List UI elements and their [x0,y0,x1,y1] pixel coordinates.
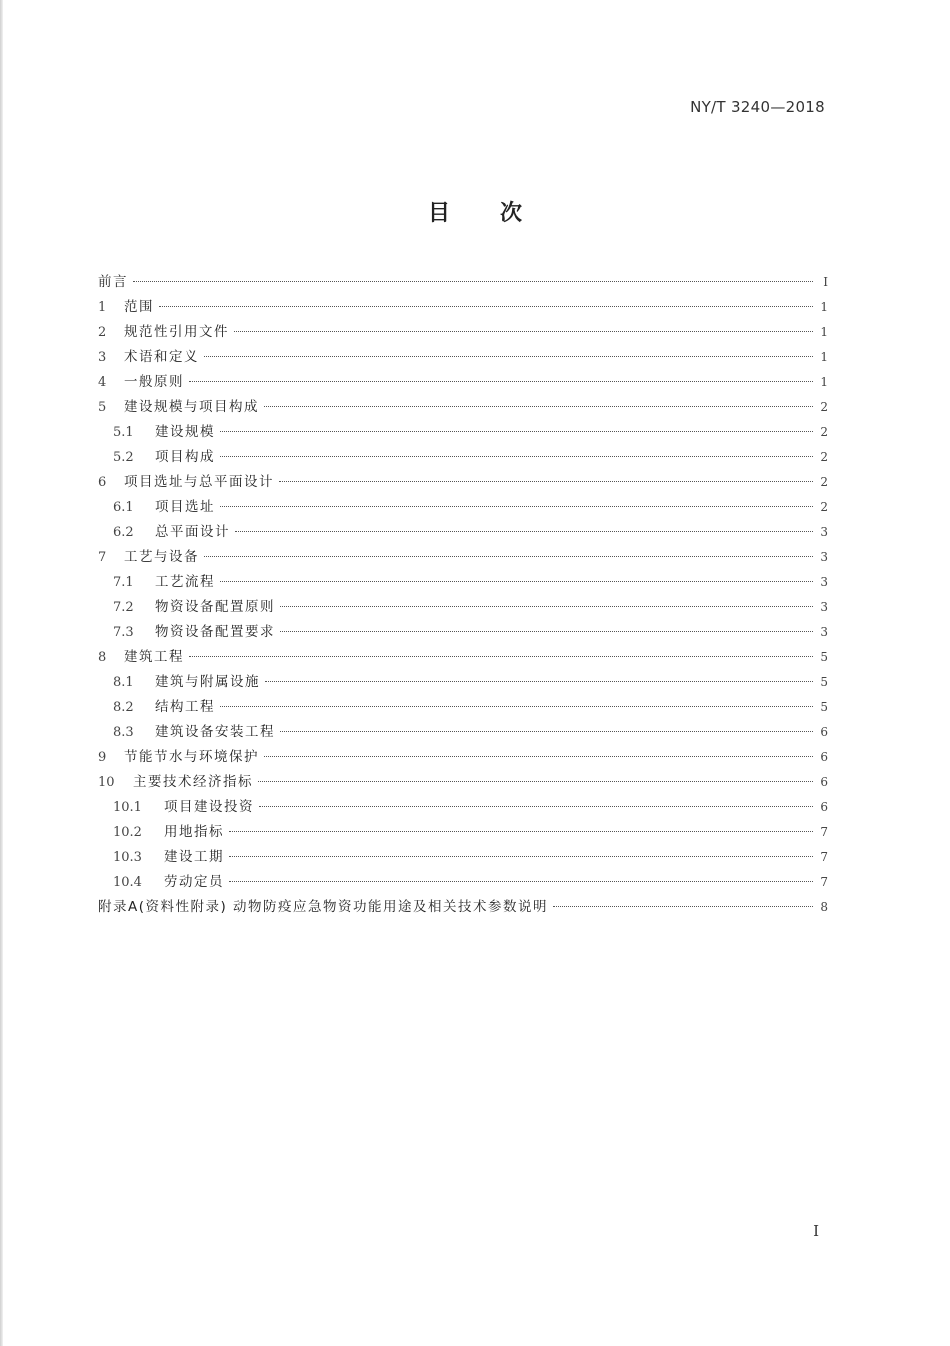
toc-entry-number: 8.2 [113,700,134,715]
toc-entry-number: 9 [98,750,107,765]
dot-leader [220,456,813,457]
dot-leader [280,631,813,632]
dot-leader [229,856,813,857]
toc-entry-page: 6 [820,775,828,789]
dot-leader [229,831,813,832]
dot-leader [204,556,813,557]
dot-leader [280,606,813,607]
toc-entry-page: 5 [820,700,828,714]
toc-entry-page: 2 [820,450,828,464]
dot-leader [204,356,813,357]
dot-leader [220,581,813,582]
toc-entry-title: 工艺与设备 [124,549,199,565]
toc-entry-title: 一般原则 [124,374,184,390]
toc-entry-title: 建设规模与项目构成 [124,399,259,415]
toc-entry-title: 建筑设备安装工程 [155,724,275,740]
toc-entry-page: 3 [820,525,828,539]
toc-entry-title: 物资设备配置要求 [155,624,275,640]
dot-leader [220,431,813,432]
toc-entry[interactable] [98,445,828,470]
toc-entry-page: 1 [820,325,828,339]
toc-entry-number: 5 [98,400,107,415]
table-of-contents [98,270,828,920]
dot-leader [235,531,813,532]
toc-entry-number: 10.2 [113,825,142,840]
dot-leader [259,806,813,807]
dot-leader [234,331,813,332]
dot-leader [159,306,813,307]
toc-entry[interactable] [98,870,828,895]
toc-entry-page: I [823,275,828,289]
page-number: I [813,1222,819,1240]
toc-entry-number: 8.3 [113,725,134,740]
toc-entry-number: 10.3 [113,850,142,865]
toc-entry-page: 3 [820,625,828,639]
toc-entry-number: 10.1 [113,800,142,815]
dot-leader [220,506,813,507]
toc-entry[interactable] [98,270,828,295]
toc-entry-number: 10 [98,775,115,790]
toc-entry[interactable] [98,820,828,845]
dot-leader [264,406,813,407]
toc-entry-title: 项目选址 [155,499,215,515]
toc-entry-page: 6 [820,800,828,814]
toc-entry[interactable] [98,370,828,395]
toc-entry-number: 6 [98,475,107,490]
document-code: NY/T 3240—2018 [690,98,825,116]
toc-entry-page: 3 [820,600,828,614]
toc-entry[interactable] [98,620,828,645]
toc-entry-page: 3 [820,550,828,564]
toc-entry-title: 总平面设计 [155,524,230,540]
toc-entry-number: 7.2 [113,600,134,615]
dot-leader [258,781,813,782]
toc-entry-number: 6.1 [113,500,134,515]
toc-entry-page: 6 [820,725,828,739]
toc-entry-number: 7 [98,550,107,565]
toc-entry[interactable] [98,695,828,720]
toc-entry[interactable] [98,320,828,345]
page-title: 目次 [427,201,572,226]
toc-entry-title: 附录A(资料性附录) 动物防疫应急物资功能用途及相关技术参数说明 [98,899,549,915]
toc-entry-number: 5.1 [113,425,134,440]
dot-leader [229,881,813,882]
toc-entry-number: 8 [98,650,107,665]
toc-entry-number: 4 [98,375,107,390]
toc-entry-number: 7.1 [113,575,134,590]
toc-entry[interactable] [98,670,828,695]
toc-entry-title: 规范性引用文件 [124,324,229,340]
toc-entry-page: 1 [820,300,828,314]
toc-entry-page: 7 [820,850,828,864]
toc-entry-page: 6 [820,750,828,764]
toc-entry[interactable] [98,845,828,870]
toc-entry-number: 10.4 [113,875,142,890]
toc-entry-title: 项目构成 [155,449,215,465]
dot-leader [189,656,813,657]
toc-entry-number: 2 [98,325,107,340]
toc-entry-page: 2 [820,475,828,489]
toc-entry-number: 7.3 [113,625,134,640]
toc-entry-page: 1 [820,350,828,364]
toc-entry-title: 节能节水与环境保护 [124,749,259,765]
toc-entry-number: 8.1 [113,675,134,690]
toc-entry-page: 5 [820,675,828,689]
toc-entry[interactable] [98,345,828,370]
toc-entry[interactable] [98,795,828,820]
toc-entry-title: 工艺流程 [155,574,215,590]
toc-entry-title: 范围 [124,299,154,315]
toc-entry-title: 项目建设投资 [164,799,254,815]
dot-leader [265,681,813,682]
toc-entry-title: 建筑工程 [124,649,184,665]
toc-entry-page: 2 [820,425,828,439]
toc-entry-title: 术语和定义 [124,349,199,365]
toc-entry[interactable] [98,895,828,920]
toc-entry-number: 6.2 [113,525,134,540]
dot-leader [189,381,813,382]
toc-entry[interactable] [98,420,828,445]
toc-entry-title: 劳动定员 [164,874,224,890]
toc-entry-title: 前言 [98,274,128,290]
toc-entry-page: 7 [820,825,828,839]
dot-leader [280,731,813,732]
toc-entry-title: 用地指标 [164,824,224,840]
toc-entry-number: 1 [98,300,107,315]
toc-entry-title: 建设工期 [164,849,224,865]
toc-entry-number: 3 [98,350,107,365]
toc-entry-title: 物资设备配置原则 [155,599,275,615]
toc-entry[interactable] [98,645,828,670]
toc-entry-page: 2 [820,500,828,514]
toc-entry[interactable] [98,495,828,520]
toc-entry-page: 1 [820,375,828,389]
toc-entry-page: 8 [820,900,828,914]
toc-entry-page: 2 [820,400,828,414]
toc-entry[interactable] [98,770,828,795]
toc-entry[interactable] [98,470,828,495]
toc-entry-title: 建筑与附属设施 [155,674,260,690]
toc-entry[interactable] [98,720,828,745]
toc-entry-page: 7 [820,875,828,889]
toc-entry[interactable] [98,595,828,620]
toc-entry[interactable] [98,395,828,420]
dot-leader [553,906,813,907]
toc-entry-title: 建设规模 [155,424,215,440]
toc-entry-title: 项目选址与总平面设计 [124,474,274,490]
toc-entry-title: 主要技术经济指标 [133,774,253,790]
dot-leader [220,706,813,707]
toc-entry[interactable] [98,520,828,545]
toc-entry-title: 结构工程 [155,699,215,715]
dot-leader [279,481,813,482]
toc-entry-page: 5 [820,650,828,664]
toc-entry-number: 5.2 [113,450,134,465]
dot-leader [264,756,813,757]
toc-entry[interactable] [98,570,828,595]
toc-entry-page: 3 [820,575,828,589]
toc-entry[interactable] [98,745,828,770]
dot-leader [133,281,813,282]
toc-entry[interactable] [98,295,828,320]
toc-entry[interactable] [98,545,828,570]
